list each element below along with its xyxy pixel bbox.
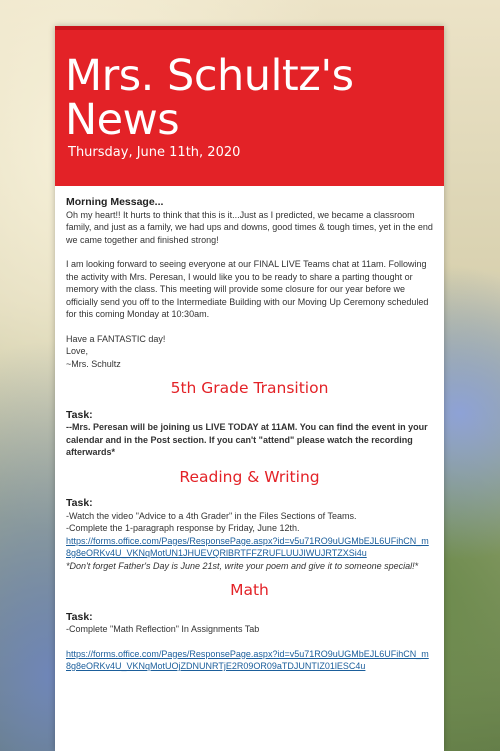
math-form-link[interactable]: https://forms.office.com/Pages/ResponsePage.aspx?id=v5u71RO9uUGMbEJL6UFihCN_m8g8eORKv4U_VKNqMotUOjZDNUNRTjE2R09OR09aTDJUNTIZ01lESC4u [66, 648, 429, 671]
newsletter-header [55, 26, 444, 186]
sign-off-line-1: Have a FANTASTIC day! [66, 333, 166, 344]
newsletter-content [55, 186, 444, 673]
reading-note: *Don't forget Father's Day is June 21st, write your poem and give it to someone special!* [66, 560, 419, 571]
sign-off-line-2: Love, [66, 346, 89, 356]
transition-task-text: --Mrs. Peresan will be joining us LIVE TODAY at 11AM. You can find the event in your calendar and in the Post section. If you can't "attend" please watch the recording afterwards* [66, 422, 428, 457]
transition-task-label: Task: [66, 408, 93, 421]
newsletter-card [55, 26, 444, 751]
newsletter-date: Thursday, June 11th, 2020 [68, 145, 241, 160]
morning-paragraph-2: I am looking forward to seeing everyone at our FINAL LIVE Teams chat at 11am. Following the activity with Mrs. Peresan, I would like you to be ready to share a parting thought or memory with the class. This meeting will provide some closure for our year before we officially send you off to the Intermediate Building with our Moving Up Ceremony scheduled for this coming Monday at 10:30am. [66, 259, 429, 319]
title-line-1: Mrs. Schultz's [65, 51, 354, 101]
section-title-transition: 5th Grade Transition [170, 379, 329, 397]
reading-line-1: -Watch the video "Advice to a 4th Grader" in the Files Sections of Teams. [66, 510, 357, 521]
section-title-math: Math [230, 581, 269, 599]
reading-form-link[interactable]: https://forms.office.com/Pages/ResponsePage.aspx?id=v5u71RO9uUGMbEJL6UFihCN_m8g8eORKv4U_VKNqMotUN1JHUEVQRlBRTFFZRUFLUUJIWUJRTZXSi4u [66, 535, 429, 558]
math-task-label: Task: [66, 610, 93, 623]
title-line-2: News [65, 95, 180, 145]
reading-line-2: -Complete the 1-paragraph response by Friday, June 12th. [66, 523, 300, 533]
newsletter-title [65, 51, 354, 145]
section-title-reading: Reading & Writing [179, 467, 320, 486]
math-line-1: -Complete "Math Reflection" In Assignments Tab [66, 624, 260, 634]
morning-heading: Morning Message... [66, 196, 164, 208]
morning-paragraph-1: Oh my heart!! It hurts to think that this is it...Just as I predicted, we became a classroom family, and just as a family, we had ups and downs, good times & tough times, yet in the end we came together and finished strong! [66, 209, 433, 245]
sign-off-line-3: ~Mrs. Schultz [66, 358, 121, 369]
reading-task-label: Task: [66, 497, 93, 509]
